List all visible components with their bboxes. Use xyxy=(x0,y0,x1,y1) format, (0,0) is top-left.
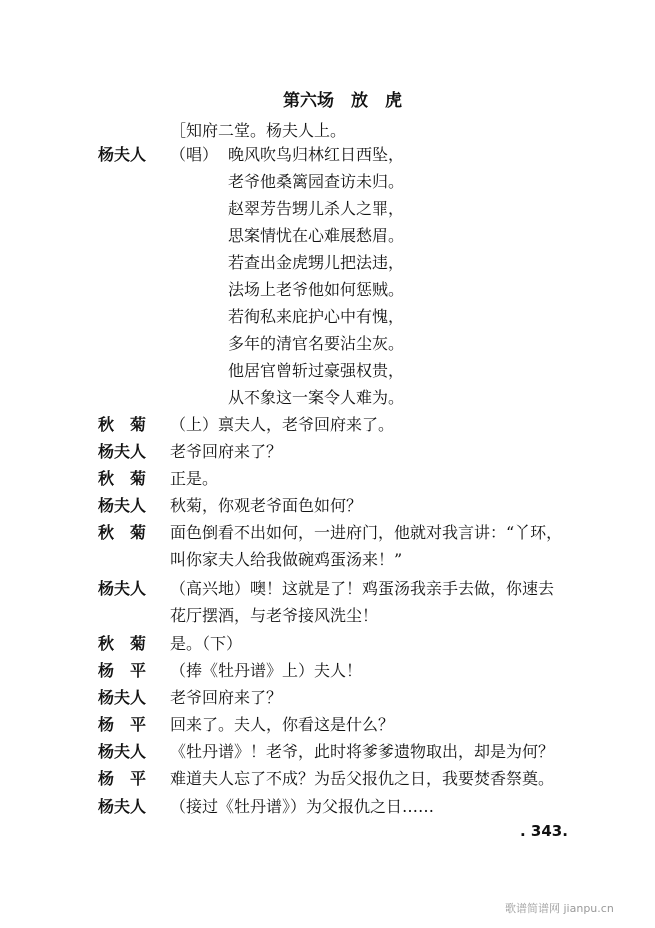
speaker-yang-furen: 杨夫人 xyxy=(98,579,147,598)
dialogue-line: （接过《牡丹谱》）为父报仇之日…… xyxy=(170,797,435,816)
speaker-qiu-ju: 秋 菊 xyxy=(98,469,147,488)
aria-line: 若徇私来庇护心中有愧， xyxy=(228,307,405,326)
speaker-yang-furen: 杨夫人 xyxy=(98,145,147,164)
speaker-yang-furen: 杨夫人 xyxy=(98,742,147,761)
dialogue-line: 《牡丹谱》！老爷，此时将爹爹遗物取出，却是为何？ xyxy=(170,742,555,761)
stage-direction: ［知府二堂。杨夫人上。 xyxy=(170,121,347,140)
dialogue-line: 老爷回府来了？ xyxy=(170,688,283,707)
dialogue-line: 回来了。夫人，你看这是什么？ xyxy=(170,715,395,734)
aria-cue: （唱） xyxy=(170,145,219,164)
aria-line: 若查出金虎甥儿把法违， xyxy=(228,253,405,272)
dialogue-line: 秋菊，你观老爷面色如何？ xyxy=(170,496,363,515)
speaker-yang-furen: 杨夫人 xyxy=(98,442,147,461)
dialogue-line: （高兴地）噢！这就是了！鸡蛋汤我亲手去做，你速去 xyxy=(170,579,555,598)
speaker-yang-ping: 杨 平 xyxy=(98,769,147,788)
aria-line: 思案情忧在心难展愁眉。 xyxy=(228,226,405,245)
dialogue-line: （上）禀夫人，老爷回府来了。 xyxy=(170,415,395,434)
dialogue-line: 正是。 xyxy=(170,469,219,488)
speaker-yang-furen: 杨夫人 xyxy=(98,797,147,816)
watermark: 歌谱简谱网 jianpu.cn xyxy=(505,902,614,915)
dialogue-line: 叫你家夫人给我做碗鸡蛋汤来！” xyxy=(170,550,403,569)
dialogue-line: （捧《牡丹谱》上）夫人！ xyxy=(170,661,363,680)
dialogue-line: 面色倒看不出如何，一进府门，他就对我言讲：“丫环， xyxy=(170,523,563,542)
aria-line: 从不象这一案令人难为。 xyxy=(228,388,405,407)
scene-title: 第六场 放 虎 xyxy=(283,91,402,111)
aria-line: 法场上老爷他如何惩贼。 xyxy=(228,280,405,299)
aria-line: 多年的清官名要沾尘灰。 xyxy=(228,334,405,353)
speaker-qiu-ju: 秋 菊 xyxy=(98,634,147,653)
aria-line: 晚风吹鸟归林红日西坠， xyxy=(228,145,405,164)
page-number: . 343. xyxy=(520,822,568,840)
speaker-qiu-ju: 秋 菊 xyxy=(98,415,147,434)
speaker-qiu-ju: 秋 菊 xyxy=(98,523,147,542)
dialogue-line: 是。（下） xyxy=(170,634,243,653)
speaker-yang-furen: 杨夫人 xyxy=(98,496,147,515)
aria-line: 他居官曾斩过豪强权贵， xyxy=(228,361,405,380)
dialogue-line: 花厅摆酒，与老爷接风洗尘！ xyxy=(170,606,379,625)
speaker-yang-ping: 杨 平 xyxy=(98,715,147,734)
dialogue-line: 老爷回府来了？ xyxy=(170,442,283,461)
dialogue-line: 难道夫人忘了不成？为岳父报仇之日，我要焚香祭奠。 xyxy=(170,769,555,788)
aria-line: 老爷他桑篱园查访未归。 xyxy=(228,172,405,191)
speaker-yang-ping: 杨 平 xyxy=(98,661,147,680)
aria-line: 赵翠芳告甥儿杀人之罪， xyxy=(228,199,405,218)
speaker-yang-furen: 杨夫人 xyxy=(98,688,147,707)
